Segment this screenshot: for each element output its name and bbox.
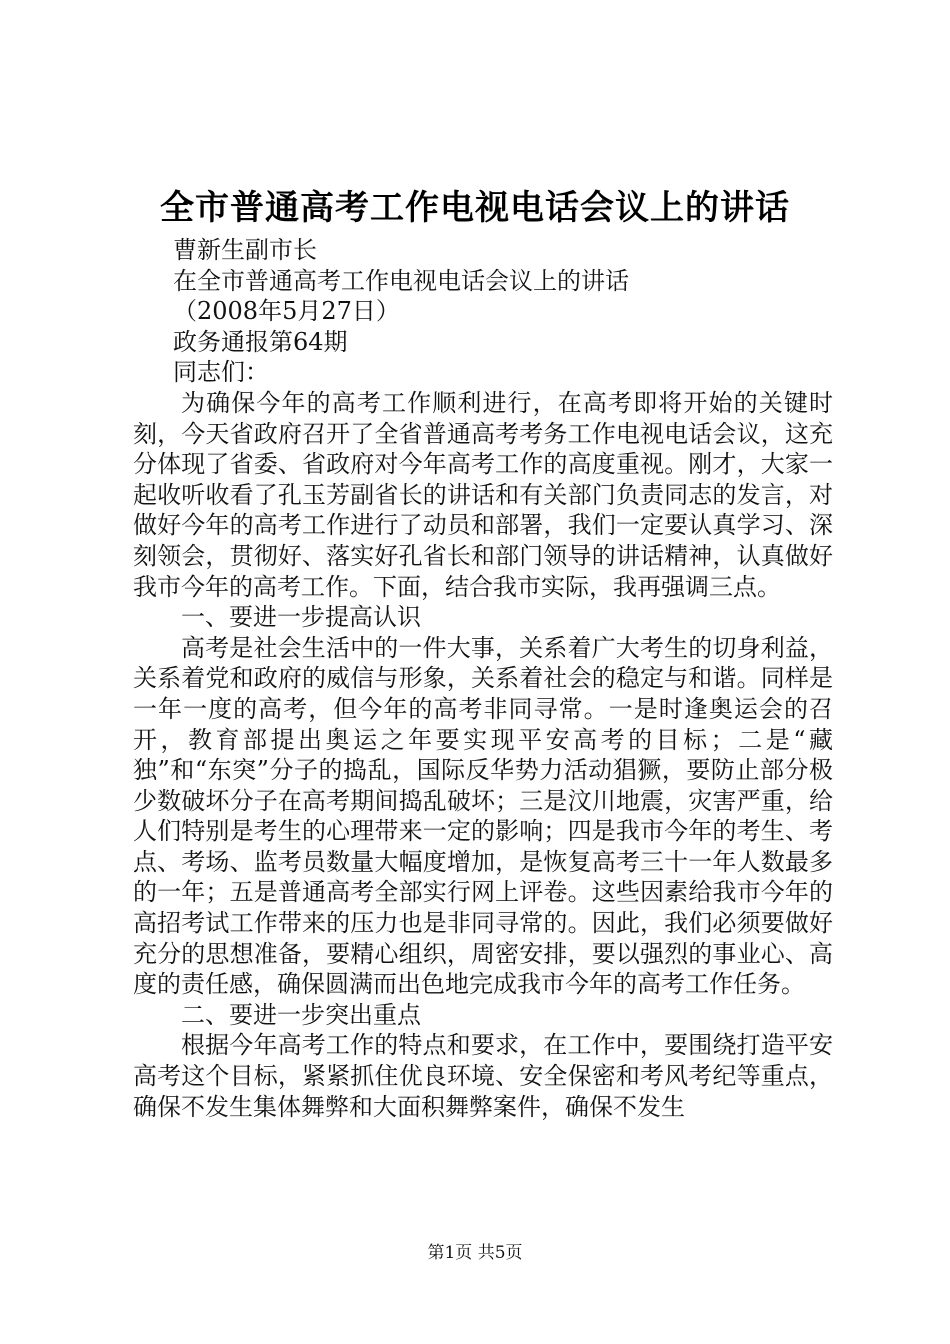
- document-title: 全市普通高考工作电视电话会议上的讲话: [160, 188, 790, 228]
- section-heading-1: 一、要进一步提高认识: [181, 603, 421, 632]
- paragraph-intro: 为确保今年的高考工作顺利进行，在高考即将开始的关键时刻，今天省政府召开了全省普通高考考务工作电视电话会议，这充分体现了省委、省政府对今年高考工作的高度重视。刚才，大家一起收听收看了孔玉芳副省长的讲话和有关部门负责同志的发言，对做好今年的高考工作进行了动员和部署，我们一定要认真学习、深刻领会，贯彻好、落实好孔省长和部门领导的讲话精神，认真做好我市今年的高考工作。下面，结合我市实际，我再强调三点。: [133, 388, 833, 601]
- section-heading-2: 二、要进一步突出重点: [181, 1000, 421, 1029]
- speaker-line: 曹新生副市长: [173, 236, 317, 264]
- speech-subtitle: 在全市普通高考工作电视电话会议上的讲话: [173, 266, 629, 295]
- page-footer: 第1页 共5页: [427, 1243, 523, 1263]
- salutation: 同志们：: [173, 358, 269, 387]
- paragraph-section-1: 高考是社会生活中的一件大事，关系着广大考生的切身利益，关系着党和政府的威信与形象，关系着社会的稳定与和谐。同样是一年一度的高考，但今年的高考非同寻常。一是时逢奥运会的召开，教育部提出奥运之年要实现平安高考的目标；二是“藏独”和“东突”分子的捣乱，国际反华势力活动猖獗，要防止部分极少数破坏分子在高考期间捣乱破坏；三是汶川地震，灾害严重，给人们特别是考生的心理带来一定的影响；四是我市今年的考生、考点、考场、监考员数量大幅度增加，是恢复高考三十一年人数最多的一年；五是普通高考全部实行网上评卷。这些因素给我市今年的高招考试工作带来的压力也是非同寻常的。因此，我们必须要做好充分的思想准备，要精心组织，周密安排，要以强烈的事业心、高度的责任感，确保圆满而出色地完成我市今年的高考工作任务。: [133, 633, 833, 999]
- bulletin-issue: 政务通报第64期: [173, 327, 348, 356]
- paragraph-section-2: 根据今年高考工作的特点和要求，在工作中，要围绕打造平安高考这个目标，紧紧抓住优良环境、安全保密和考风考纪等重点，确保不发生集体舞弊和大面积舞弊案件，确保不发生: [133, 1031, 833, 1121]
- document-body: [133, 235, 833, 1122]
- speech-date: （2008年5月27日）: [173, 297, 400, 326]
